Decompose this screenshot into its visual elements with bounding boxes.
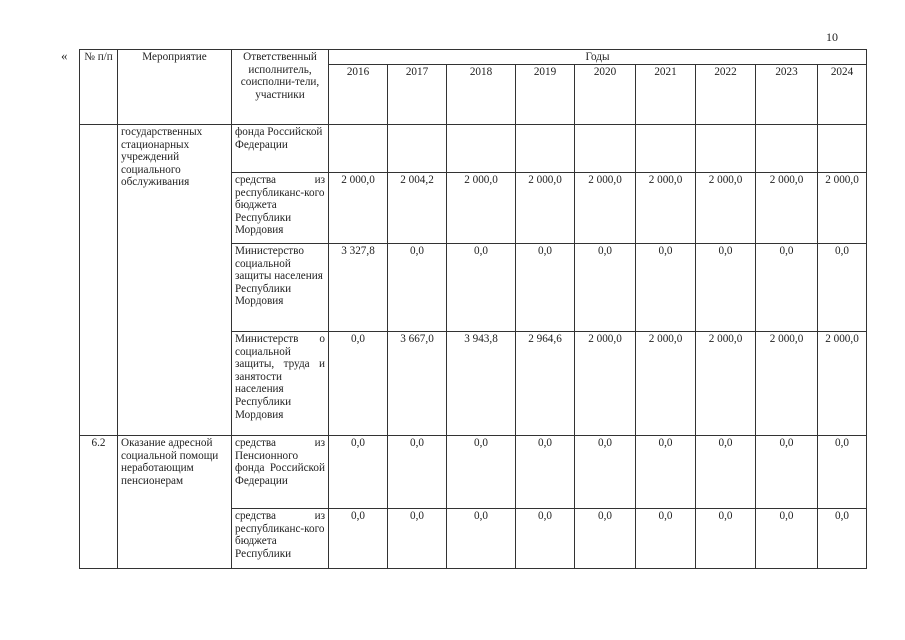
- value-cell: [636, 125, 696, 173]
- value-cell: 0,0: [636, 509, 696, 569]
- value-cell: 2 004,2: [388, 173, 447, 244]
- value-cell: 0,0: [329, 509, 388, 569]
- opening-quote: «: [61, 48, 68, 63]
- value-cell: 0,0: [329, 436, 388, 509]
- page-number: 10: [826, 30, 838, 44]
- value-cell: 2 000,0: [329, 173, 388, 244]
- responsible-cell: средства из республиканс-кого бюджета Республики Мордовия: [232, 173, 329, 244]
- value-cell: 0,0: [329, 332, 388, 436]
- value-cell: 2 000,0: [636, 332, 696, 436]
- value-cell: [696, 125, 756, 173]
- value-cell: 3 327,8: [329, 244, 388, 332]
- responsible-cell: Министерство социальной защиты населения Республики Мордовия: [232, 244, 329, 332]
- value-cell: 0,0: [447, 509, 516, 569]
- value-cell: 0,0: [818, 436, 867, 509]
- value-cell: 2 000,0: [756, 332, 818, 436]
- value-cell: [516, 125, 575, 173]
- header-years: Годы: [329, 50, 867, 65]
- value-cell: 0,0: [696, 436, 756, 509]
- value-cell: [575, 125, 636, 173]
- value-cell: 2 000,0: [818, 332, 867, 436]
- value-cell: 0,0: [575, 509, 636, 569]
- value-cell: 2 000,0: [516, 173, 575, 244]
- year-2023: 2023: [756, 65, 818, 125]
- value-cell: 0,0: [756, 436, 818, 509]
- value-cell: 0,0: [756, 509, 818, 569]
- table-row: [80, 436, 867, 509]
- value-cell: 0,0: [447, 436, 516, 509]
- budget-table: [79, 49, 867, 569]
- responsible-cell: средства из Пенсионного фонда Российской Федерации: [232, 436, 329, 509]
- year-2018: 2018: [447, 65, 516, 125]
- value-cell: [756, 125, 818, 173]
- value-cell: 3 943,8: [447, 332, 516, 436]
- value-cell: 0,0: [516, 244, 575, 332]
- value-cell: 0,0: [818, 244, 867, 332]
- value-cell: 0,0: [636, 436, 696, 509]
- value-cell: 0,0: [447, 244, 516, 332]
- value-cell: 0,0: [818, 509, 867, 569]
- value-cell: [447, 125, 516, 173]
- row-num-cell: [80, 125, 118, 436]
- header-event: Мероприятие: [118, 50, 232, 125]
- value-cell: 2 000,0: [575, 332, 636, 436]
- header-responsible: Ответственный исполнитель, соисполни-тели, участники: [232, 50, 329, 125]
- value-cell: 2 000,0: [575, 173, 636, 244]
- year-2019: 2019: [516, 65, 575, 125]
- value-cell: 0,0: [388, 509, 447, 569]
- value-cell: [818, 125, 867, 173]
- year-2020: 2020: [575, 65, 636, 125]
- year-2017: 2017: [388, 65, 447, 125]
- value-cell: 2 000,0: [447, 173, 516, 244]
- year-2022: 2022: [696, 65, 756, 125]
- value-cell: 2 000,0: [696, 173, 756, 244]
- table-row: [80, 125, 867, 173]
- value-cell: 2 000,0: [756, 173, 818, 244]
- value-cell: 0,0: [388, 244, 447, 332]
- value-cell: 0,0: [388, 436, 447, 509]
- value-cell: 0,0: [696, 509, 756, 569]
- value-cell: [388, 125, 447, 173]
- value-cell: 3 667,0: [388, 332, 447, 436]
- responsible-cell: Министерств о социальной защиты, труда и занятости населения Республики Мордовия: [232, 332, 329, 436]
- value-cell: [329, 125, 388, 173]
- value-cell: 0,0: [756, 244, 818, 332]
- value-cell: 2 000,0: [636, 173, 696, 244]
- value-cell: 2 964,6: [516, 332, 575, 436]
- year-2021: 2021: [636, 65, 696, 125]
- value-cell: 0,0: [636, 244, 696, 332]
- value-cell: 0,0: [516, 436, 575, 509]
- responsible-cell: фонда Российской Федерации: [232, 125, 329, 173]
- event-cell: государственных стационарных учреждений социального обслуживания: [118, 125, 232, 436]
- header-row: [80, 50, 867, 65]
- year-2024: 2024: [818, 65, 867, 125]
- value-cell: 0,0: [575, 436, 636, 509]
- value-cell: 0,0: [696, 244, 756, 332]
- value-cell: 0,0: [575, 244, 636, 332]
- value-cell: 0,0: [516, 509, 575, 569]
- year-2016: 2016: [329, 65, 388, 125]
- value-cell: 2 000,0: [696, 332, 756, 436]
- value-cell: 2 000,0: [818, 173, 867, 244]
- row-num-cell: 6.2: [80, 436, 118, 569]
- header-num: № п/п: [80, 50, 118, 125]
- event-cell: Оказание адресной социальной помощи неработающим пенсионерам: [118, 436, 232, 569]
- responsible-cell: средства из республиканс-кого бюджета Республики: [232, 509, 329, 569]
